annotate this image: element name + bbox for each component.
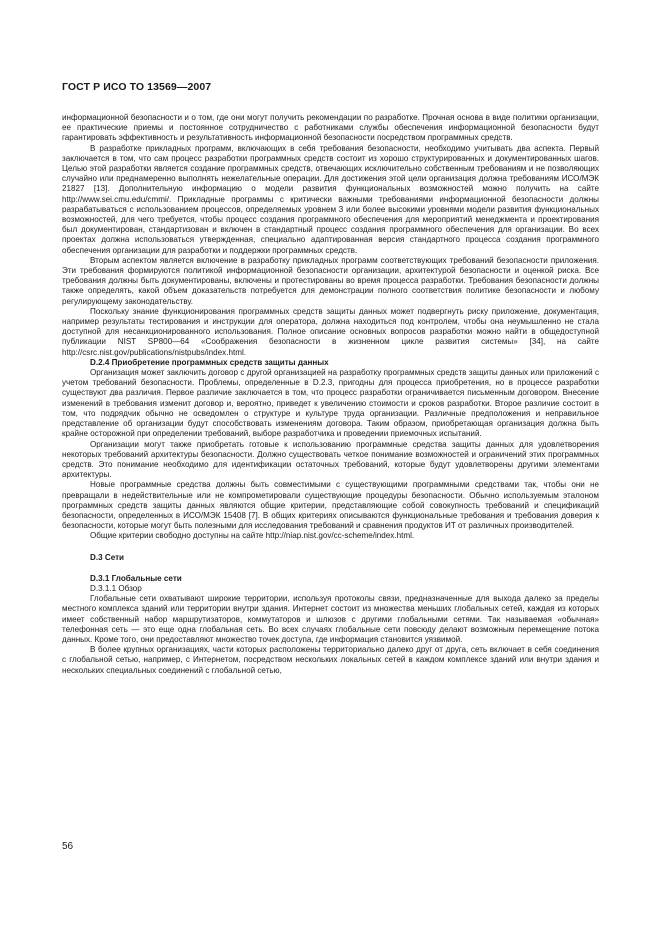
paragraph: В разработке прикладных программ, включающих в себя требования безопасности, необходимо учитывать два аспекта. Первый заключается в том, что сам процесс разработки программных средств состоит из хорошо структурированных и документированных шагов. Целью этой разработки является создание программных средств, отвечающих исключительно собственным требованиям и не позволяющих случайно или преднамеренно выполнять нежелательные операции. Для достижения этой цели организация должна требованиям ИСО/МЭК 21827 [13]. Дополнительную информацию о модели развития функциональных возможностей можно получить на сайте http://www.sei.cmu.edu/cmmi/. Прикладные программы с критически важными требованиями информационной безопасности должны разрабатываться с использованием процессов, определяемых уровнем 3 или более высокими уровнями модели развития функциональных возможностей, для чего требуется, чтобы процесс создания программного обеспечения для мероприятий менеджмента и проектирования был документирован, стандартизован и включен в стандартный процесс создания программного обеспечения для организации. Во всех проектах должна использоваться утвержденная, специально адаптированная версия стандартного процесса создания программного обеспечения организации для разработки и поддержки программных средств.	[62, 143, 599, 255]
section-heading-d311: D.3.1.1 Обзор	[90, 583, 142, 593]
paragraph: информационной безопасности и о том, где они могут получить рекомендации по разработке. Прочная основа в виде политики организации, ее практические приемы и постоянное сотрудничество с работниками службы обеспечения информационной безопасности будут гарантировать эффективность и результативность информационной безопасности посредством программных средств.	[62, 113, 599, 143]
paragraph: В более крупных организациях, части которых расположены территориально далеко друг от друга, сеть включает в себя соединения с глобальной сетью, например, с Интернетом, посредством нескольких локальных сетей в каждом комплексе зданий или внутри здания и нескольких специальных соединений с глобальной сетью,	[62, 645, 599, 675]
section-heading-d31: D.3.1 Глобальные сети	[90, 573, 182, 583]
paragraph: Глобальные сети охватывают широкие территории, используя протоколы связи, предназначенные для выхода далеко за пределы местного комплекса зданий или территории внутри здания. Интернет состоит из множества меньших глобальных сетей, каждая из которых имеет собственный набор маршрутизаторов, коммутаторов и шлюзов с другими глобальными сетями. Так называемая «обычная» телефонная сеть — это еще одна глобальная сеть. Во всех случаях глобальные сети повсюду делают возможным перемещение потока данных. Кроме того, они предоставляют множество точек доступа, где информация становится уязвимой.	[62, 594, 599, 644]
document-header: ГОСТ Р ИСО ТО 13569—2007	[62, 81, 212, 93]
page-number: 56	[62, 841, 74, 852]
paragraph: Вторым аспектом является включение в разработку прикладных программ соответствующих требований безопасности приложения. Эти требования формируются политикой информационной безопасности организации, архитектурой безопасности и оценкой риска. Все требования должны быть документированы, включены и протестированы во время процесса разработки. Требования безопасности должны также определять, какой объем доказательств потребуется для демонстрации полного соответствия политике безопасности и любому регулирующему законодательству.	[62, 255, 599, 306]
paragraph: Поскольку знание функционирования программных средств защиты данных может подвергнуть риску приложение, документация, например результаты тестирования и инструкции для оператора, должна находиться под контролем, чтобы она неумышленно не стала доступной для несанкционированного использования. Полное описание основных вопросов разработки можно найти в общедоступной публикации NIST SP800—64 «Соображения безопасности в жизненном цикле развития системы» [34], на сайте http://csrc.nist.gov/publications/nistpubs/index.html.	[62, 306, 599, 357]
paragraph: Организация может заключить договор с другой организацией на разработку программных средств защиты данных или приложений с учетом требований безопасности. Проблемы, определенные в D.2.3, пригодны для процесса приобретения, но в процессе разработки существуют два различия. Первое различие заключается в том, что процесс разработки ограничивается письменным договором. Внесение изменений в требования изменит договор и, вероятно, приведет к увеличению стоимости и сроков разработки. Второе различие состоит в том, что подрядчик обычно не осведомлен о структуре и культуре труда организации. Различные предположения и неправильное представление об организации будут способствовать изменениям договора. Таким образом, приобретающая организация должна быть крайне осторожной при определении требований, выборе разработчика и проведении приемочных испытаний.	[62, 368, 599, 439]
spacer	[62, 563, 599, 574]
paragraph: Организации могут также приобретать готовые к использованию программные средства защиты данных для удовлетворения некоторых требований архитектуры безопасности. Должно существовать четкое понимание возможностей и ограничений этих программных средств. Это понимание необходимо для идентификации остаточных требований, которые будут удовлетворены другими элементами архитектуры.	[62, 439, 599, 480]
section-heading-d24: D.2.4 Приобретение программных средств защиты данных	[90, 357, 329, 367]
paragraph: Новые программные средства должны быть совместимыми с существующими программными средствами так, чтобы они не превращали в недействительные или не компрометировали существующие процедуры безопасности. Обычно используемым эталоном программных средств защиты данных являются общие критерии, представляющие собой совокупность требований и спецификаций безопасности, определенных в ИСО/МЭК 15408 [7]. В общих критериях описываются функциональные требования и требования доверия к безопасности, которые могут быть полезными для исследования требований и сравнения продуктов ИТ от различных производителей.	[62, 480, 599, 531]
paragraph: Общие критерии свободно доступны на сайте http://niap.nist.gov/cc-scheme/index.html.	[90, 531, 415, 541]
document-body	[62, 113, 599, 676]
spacer	[62, 542, 599, 553]
section-heading-d3: D.3 Сети	[90, 552, 125, 562]
